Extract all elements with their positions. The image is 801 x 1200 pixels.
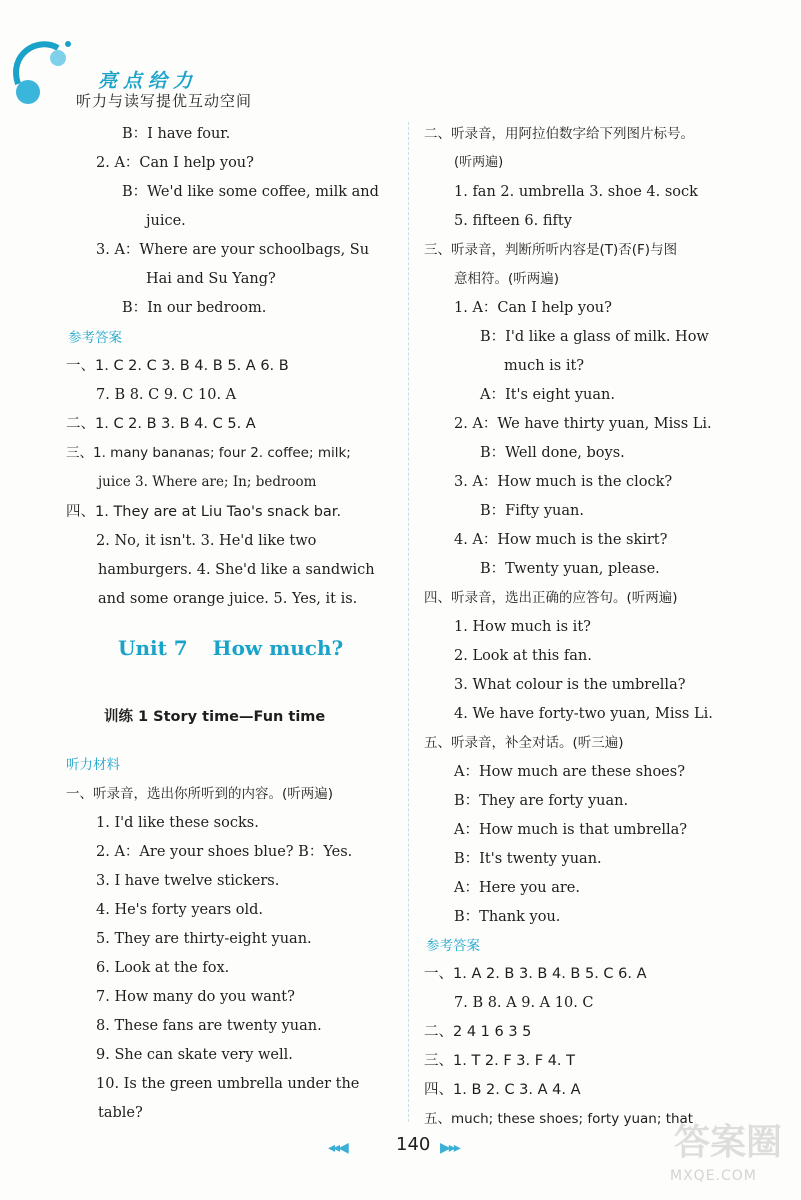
- text-line: 二、1. C 2. B 3. B 4. C 5. A: [66, 416, 256, 432]
- text-line: B：I have four.: [122, 126, 231, 142]
- text-line: 4. He's forty years old.: [96, 902, 264, 918]
- text-line: Hai and Su Yang?: [146, 271, 276, 287]
- text-line: B：We'd like some coffee, milk and: [122, 184, 379, 200]
- page-footer: [300, 1132, 520, 1162]
- text-line: 1. A：Can I help you?: [454, 300, 612, 316]
- text-line: B：Fifty yuan.: [480, 503, 584, 519]
- text-line: A：It's eight yuan.: [480, 387, 615, 403]
- text-line: 三、1. many bananas; four 2. coffee; milk;: [66, 445, 351, 461]
- unit-label: Unit 7: [118, 636, 188, 660]
- text-line: 一、1. C 2. C 3. B 4. B 5. A 6. B: [66, 358, 289, 374]
- text-line: 2. No, it isn't. 3. He'd like two: [96, 533, 317, 549]
- listening-heading: 听力材料: [66, 757, 120, 773]
- text-line: A：How much are these shoes?: [454, 764, 685, 780]
- text-line: 四、1. They are at Liu Tao's snack bar.: [66, 504, 342, 520]
- watermark: [670, 1108, 795, 1194]
- question-heading: 五、听录音，补全对话。(听三遍): [424, 735, 624, 751]
- text-line: A：How much is that umbrella?: [454, 822, 688, 838]
- page-header: [8, 28, 308, 118]
- text-line: 7. How many do you want?: [96, 989, 295, 1005]
- answer-key-heading: 参考答案: [426, 938, 480, 954]
- text-line: juice.: [146, 213, 186, 229]
- watermark-bottom-text: MXQE.COM: [670, 1168, 757, 1184]
- text-line: 三、1. T 2. F 3. F 4. T: [424, 1053, 575, 1069]
- page-number: 140: [396, 1134, 431, 1155]
- text-line: and some orange juice. 5. Yes, it is.: [98, 591, 358, 607]
- text-line: 意相符。(听两遍): [454, 271, 560, 287]
- text-line: 2. A：Are your shoes blue? B：Yes.: [96, 844, 353, 860]
- text-line: hamburgers. 4. She'd like a sandwich: [98, 562, 375, 578]
- text-line: B：It's twenty yuan.: [454, 851, 602, 867]
- text-line: 2. A：We have thirty yuan, Miss Li.: [454, 416, 712, 432]
- header-subtitle: 听力与读写提优互动空间: [76, 92, 253, 110]
- text-line: 4. A：How much is the skirt?: [454, 532, 668, 548]
- text-line: much is it?: [504, 358, 585, 374]
- text-line: B：Twenty yuan, please.: [480, 561, 660, 577]
- text-line: B：Well done, boys.: [480, 445, 625, 461]
- text-line: 1. I'd like these socks.: [96, 815, 259, 831]
- headphones-logo-icon: [8, 34, 74, 108]
- text-line: B：They are forty yuan.: [454, 793, 629, 809]
- text-line: juice 3. Where are; In; bedroom: [98, 474, 317, 490]
- right-arrows-icon: ▶▸▸: [440, 1140, 459, 1156]
- text-line: 3. A：Where are your schoolbags, Su: [96, 242, 370, 258]
- text-line: B：In our bedroom.: [122, 300, 267, 316]
- text-line: 2. Look at this fan.: [454, 648, 592, 664]
- question-heading: 四、听录音，选出正确的应答句。(听两遍): [424, 590, 678, 606]
- unit-name: How much?: [212, 636, 344, 660]
- text-line: 9. She can skate very well.: [96, 1047, 293, 1063]
- text-line: 7. B 8. C 9. C 10. A: [96, 387, 237, 403]
- text-line: B：Thank you.: [454, 909, 561, 925]
- text-line: A：Here you are.: [454, 880, 580, 896]
- text-line: 7. B 8. A 9. A 10. C: [454, 995, 594, 1011]
- text-line: 四、1. B 2. C 3. A 4. A: [424, 1082, 581, 1098]
- text-line: 5. They are thirty-eight yuan.: [96, 931, 312, 947]
- text-line: 10. Is the green umbrella under the: [96, 1076, 360, 1092]
- lesson-title: 训练 1 Story time—Fun time: [104, 709, 326, 725]
- text-line: B：I'd like a glass of milk. How: [480, 329, 709, 345]
- answer-key-heading: 参考答案: [68, 330, 122, 346]
- text-line: 5. fifteen 6. fifty: [454, 213, 572, 229]
- unit-title: [118, 636, 361, 660]
- text-line: 8. These fans are twenty yuan.: [96, 1018, 322, 1034]
- text-line: 3. I have twelve stickers.: [96, 873, 280, 889]
- text-line: 4. We have forty-two yuan, Miss Li.: [454, 706, 713, 722]
- header-title: 亮点给力: [98, 70, 199, 92]
- question-heading: 二、听录音，用阿拉伯数字给下列图片标号。: [424, 126, 694, 142]
- text-line: 3. What colour is the umbrella?: [454, 677, 686, 693]
- text-line: 6. Look at the fox.: [96, 960, 230, 976]
- text-line: 1. fan 2. umbrella 3. shoe 4. sock: [454, 184, 698, 200]
- text-line: table?: [98, 1105, 143, 1121]
- column-divider: [408, 122, 409, 1122]
- text-line: 一、1. A 2. B 3. B 4. B 5. C 6. A: [424, 966, 647, 982]
- text-line: 2. A：Can I help you?: [96, 155, 254, 171]
- question-heading: 三、听录音，判断所听内容是(T)否(F)与图: [424, 242, 678, 258]
- text-line: (听两遍): [454, 155, 504, 170]
- question-heading: 一、听录音，选出你所听到的内容。(听两遍): [66, 786, 334, 802]
- text-line: 五、much; these shoes; forty yuan; that: [424, 1111, 694, 1127]
- left-arrows-icon: ◂◂◀: [328, 1140, 347, 1156]
- text-line: 3. A：How much is the clock?: [454, 474, 673, 490]
- text-line: 1. How much is it?: [454, 619, 591, 635]
- watermark-top-text: 答案圈: [674, 1122, 783, 1163]
- text-line: 二、2 4 1 6 3 5: [424, 1024, 532, 1040]
